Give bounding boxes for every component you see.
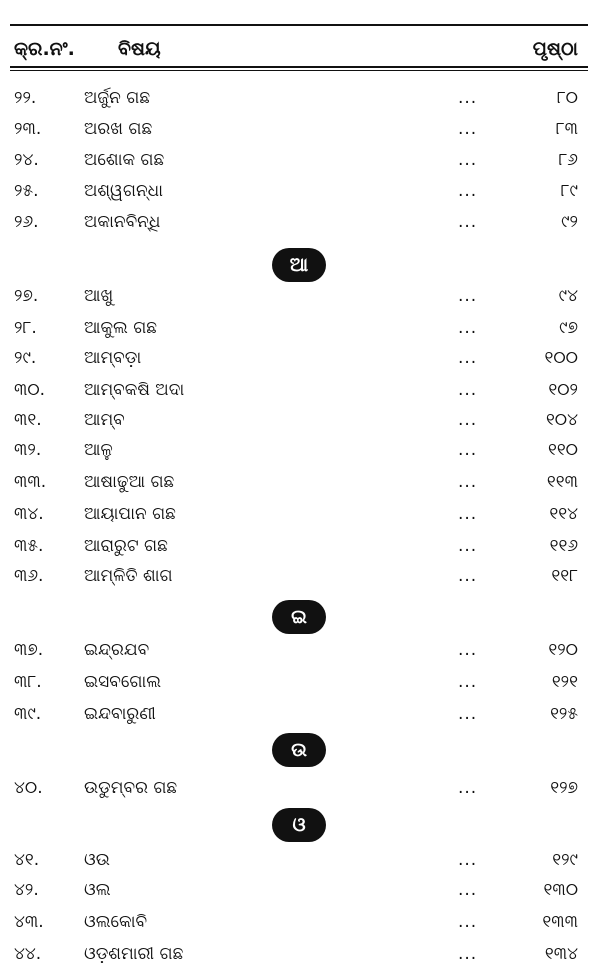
- toc-row-leader: ...: [458, 88, 478, 108]
- toc-row-title: ଆୟାପାନ ଗଛ: [84, 504, 176, 524]
- toc-row-page: ୮୬: [558, 150, 578, 170]
- toc-row-page: ୧୦୨: [548, 380, 578, 400]
- section-letter-badge: ଓ: [272, 808, 326, 842]
- toc-row-leader: ...: [458, 318, 478, 338]
- toc-row: [0, 536, 600, 566]
- toc-row-page: ୮୯: [560, 181, 578, 201]
- toc-row-title: ଆମ୍ଳିତି ଶାଗ: [84, 566, 173, 586]
- toc-row-page: ୧୧୮: [551, 566, 578, 586]
- toc-row-title: ଅର୍ଜୁନ ଗଛ: [84, 88, 151, 108]
- toc-row-title: ଆଷାଢୁଆ ଗଛ: [84, 472, 175, 492]
- toc-row-number: ୩୮.: [14, 672, 42, 692]
- toc-row-leader: ...: [458, 850, 478, 870]
- toc-row-title: ଇସବଗୋଲ: [84, 672, 162, 692]
- toc-row-page: ୧୧୦: [547, 440, 578, 460]
- toc-row-leader: ...: [458, 472, 478, 492]
- toc-row-page: ୧୩୪: [544, 944, 578, 964]
- toc-row-number: ୨୫.: [14, 181, 39, 201]
- toc-row-title: ଅରଖ ଗଛ: [84, 119, 153, 139]
- toc-row-leader: ...: [458, 536, 478, 556]
- toc-row-number: ୩୪.: [14, 504, 44, 524]
- toc-row-page: ୧୦୦: [544, 348, 578, 368]
- toc-row-number: ୩୯.: [14, 704, 42, 724]
- toc-row-page: ୧୧୪: [549, 504, 578, 524]
- toc-row: [0, 912, 600, 942]
- toc-row-page: ୯୭: [559, 318, 578, 338]
- toc-row-number: ୩୨.: [14, 440, 42, 460]
- toc-row-number: ୨୩.: [14, 119, 42, 139]
- toc-row-leader: ...: [458, 672, 478, 692]
- toc-row: [0, 472, 600, 502]
- toc-row-number: ୨୬.: [14, 212, 39, 232]
- section-letter-badge: ଆ: [272, 248, 326, 282]
- toc-row-number: ୨୯.: [14, 348, 37, 368]
- toc-row-title: ଅକାନବିନ୍ଧି: [84, 212, 161, 232]
- header-col-no: କ୍ର.ନଂ.: [14, 38, 75, 60]
- toc-row-leader: ...: [458, 778, 478, 798]
- toc-row: [0, 850, 600, 880]
- toc-row-title: ଆଳୁ: [84, 440, 113, 460]
- toc-row-leader: ...: [458, 944, 478, 964]
- toc-row-title: ଓଉ: [84, 850, 110, 870]
- toc-row-number: ୩୦.: [14, 380, 46, 400]
- toc-row-page: ୧୩୩: [542, 912, 578, 932]
- toc-row-number: ୪୧.: [14, 850, 40, 870]
- toc-row-page: ୧୧୬: [549, 536, 578, 556]
- toc-row-number: ୩୩.: [14, 472, 47, 492]
- toc-row: [0, 566, 600, 596]
- toc-row-title: ଆମ୍ବ: [84, 410, 125, 430]
- toc-row: [0, 778, 600, 808]
- toc-row: [0, 286, 600, 316]
- toc-row: [0, 504, 600, 534]
- toc-row-title: ଅଶ୍ୱଗନ୍ଧା: [84, 181, 164, 201]
- toc-row-leader: ...: [458, 212, 478, 232]
- toc-row-number: ୨୭.: [14, 286, 39, 306]
- toc-row-leader: ...: [458, 566, 478, 586]
- toc-row-page: ୧୧୩: [546, 472, 578, 492]
- toc-row: [0, 944, 600, 974]
- toc-row-page: ୧୨୭: [550, 778, 578, 798]
- toc-row-page: ୧୨୧: [551, 672, 578, 692]
- toc-row-leader: ...: [458, 410, 478, 430]
- toc-row-number: ୪୩.: [14, 912, 44, 932]
- toc-row-number: ୪୨.: [14, 880, 39, 900]
- toc-row-title: ଇନ୍ଦ୍ରଯବ: [84, 640, 150, 660]
- toc-row-page: ୧୦୪: [545, 410, 578, 430]
- section-letter-badge: ଇ: [272, 600, 326, 634]
- toc-row-number: ୩୭.: [14, 640, 44, 660]
- toc-row-leader: ...: [458, 704, 478, 724]
- toc-row: [0, 181, 600, 211]
- toc-row: [0, 318, 600, 348]
- toc-row-page: ୮୩: [555, 119, 578, 139]
- toc-row-page: ୧୨୦: [548, 640, 578, 660]
- toc-row-title: ଓଲକୋବି: [84, 912, 148, 932]
- toc-row: [0, 150, 600, 180]
- toc-row-leader: ...: [458, 504, 478, 524]
- section-letter-badge: ଉ: [272, 733, 326, 767]
- toc-row-number: ୪୪.: [14, 944, 42, 964]
- toc-row-number: ୨୨.: [14, 88, 37, 108]
- toc-row-leader: ...: [458, 150, 478, 170]
- toc-row: [0, 440, 600, 470]
- toc-row-number: ୨୪.: [14, 150, 39, 170]
- toc-row-page: ୧୨୫: [550, 704, 578, 724]
- toc-row-title: ଆମ୍ବଡ଼ା: [84, 348, 142, 368]
- header-rule-bottom: [10, 66, 588, 68]
- toc-row-title: ଆଖୁ: [84, 286, 114, 306]
- toc-row-page: ୧୩୦: [543, 880, 578, 900]
- toc-row-title: ଅଶୋକ ଗଛ: [84, 150, 165, 170]
- toc-row-leader: ...: [458, 286, 478, 306]
- toc-row: [0, 212, 600, 242]
- toc-row-number: ୩୧.: [14, 410, 42, 430]
- toc-row-page: ୯୪: [558, 286, 578, 306]
- header-rule-bottom-2: [10, 70, 588, 71]
- toc-row: [0, 88, 600, 118]
- toc-row-number: ୪୦.: [14, 778, 43, 798]
- toc-row: [0, 348, 600, 378]
- toc-row-number: ୩୫.: [14, 536, 44, 556]
- toc-row-leader: ...: [458, 119, 478, 139]
- toc-row-title: ଆକୁଲ ଗଛ: [84, 318, 158, 338]
- toc-row-leader: ...: [458, 380, 478, 400]
- toc-row: [0, 704, 600, 734]
- toc-row: [0, 640, 600, 670]
- toc-row-number: ୨୮.: [14, 318, 37, 338]
- toc-row: [0, 672, 600, 702]
- toc-row-page: ୯୨: [561, 212, 578, 232]
- toc-row-title: ଆରାରୁଟ ଗଛ: [84, 536, 168, 556]
- toc-row: [0, 119, 600, 149]
- toc-row: [0, 880, 600, 910]
- toc-row-leader: ...: [458, 640, 478, 660]
- toc-row-page: ୮୦: [556, 88, 578, 108]
- toc-row-title: ଓଡ଼ଶମାରୀ ଗଛ: [84, 944, 184, 964]
- header-rule-top: [10, 24, 588, 26]
- toc-row-leader: ...: [458, 181, 478, 201]
- toc-row: [0, 380, 600, 410]
- toc-row-page: ୧୨୯: [552, 850, 578, 870]
- toc-row-title: ଇନ୍ଦବାରୁଣୀ: [84, 704, 156, 724]
- toc-row-title: ଆମ୍ବକଷି ଅଦା: [84, 380, 185, 400]
- toc-row-title: ଉଡୁମ୍ବର ଗଛ: [84, 778, 178, 798]
- toc-row-title: ଓଲ: [84, 880, 111, 900]
- toc-row-leader: ...: [458, 440, 478, 460]
- toc-row-leader: ...: [458, 912, 478, 932]
- toc-row: [0, 410, 600, 440]
- header-col-subject: ବିଷୟ: [118, 38, 161, 60]
- toc-row-leader: ...: [458, 880, 478, 900]
- toc-row-number: ୩୬.: [14, 566, 44, 586]
- header-col-page: ପୃଷ୍ଠା: [532, 38, 578, 60]
- toc-row-leader: ...: [458, 348, 478, 368]
